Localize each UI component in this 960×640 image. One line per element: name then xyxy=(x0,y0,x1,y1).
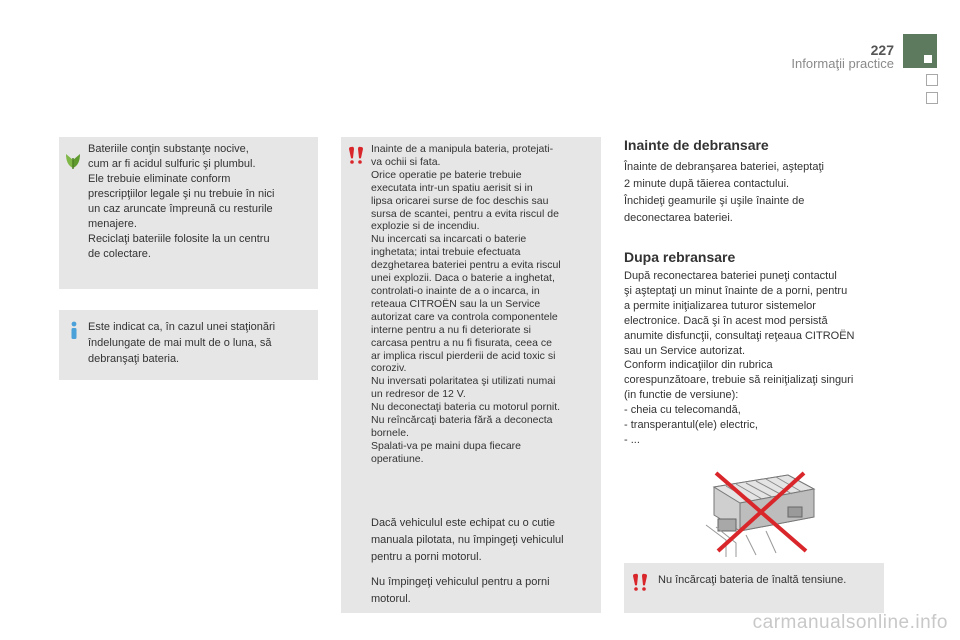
gearbox-text: Dacă vehiculul este echipat cu o cutie manuala pilotata, nu împingeţi vehiculul pentru a porni motorul. xyxy=(371,517,564,563)
info-note-text: Este indicat ca, în cazul unei staţionări îndelungate de mai mult de o luna, să debranşaţi bateria. xyxy=(88,321,276,365)
recycle-note-box xyxy=(59,137,318,289)
info-note-box xyxy=(59,310,318,380)
warning-icon xyxy=(346,145,366,165)
after-reconnect-text: După reconectarea bateriei puneţi contactul şi aşteptaţi un minut înainte de a porni, pentru a permite iniţializarea tuturor sistemelor electronice. Dacă şi în acest mod persistă anumite disfuncţii, consultaţi reţeaua CITROËN sau un Service autorizat. Conform indicaţiilor din rubrica corespunzătoare, trebuie să reiniţializaţi singuri (in functie de versiune): - cheia cu telecomandă, - transperantul(ele) electric, - ... xyxy=(624,270,855,446)
warning-text: Inainte de a manipula bateria, protejati- va ochii si fata. Orice operatie pe baterie trebuie executata intr-un spatiu aerisit si in lipsa oricarei surse de foc deschis sau sursa de scantei, pentru a evita riscul de explozie si de incendiu. Nu incercati sa incarcati o baterie inghetata; intai trebuie efectuata dezghetarea bateriei pentru a evita riscul unei explozii. Daca o baterie a inghetat, controlati-o inainte de a o incarca, in reteaua CITROËN sau la un Service autorizat care va controla componentele interne pentru a nu fi deteriorate si carcasa pentru a nu fi fisurata, ceea ce ar implica riscul pierderii de acid toxic si coroziv. Nu inversati polaritatea şi utilizati numai un redresor de 12 V. Nu deconectaţi bateria cu motorul pornit. Nu reîncărcaţi bateria fără a deconecta bornele. Spalati-va pe maini dupa fiecare operatiune. xyxy=(371,143,561,465)
high-voltage-warning-box xyxy=(624,563,884,613)
chapter-tab[interactable] xyxy=(903,34,937,68)
page-number: 227 xyxy=(870,42,894,58)
leaf-icon xyxy=(63,150,83,170)
recycle-note-text: Bateriile conţin substanţe nocive, cum ar fi acidul sulfuric şi plumbul. Ele trebuie eliminate conform prescripţiilor legale şi nu trebuie în nici un caz aruncate împreună cu resturile menajere. Reciclaţi bateriile folosite la un centru de colectare. xyxy=(88,143,275,260)
high-voltage-battery-illustration xyxy=(696,465,822,560)
section-title: Informaţii practice xyxy=(791,56,894,71)
push-start-text: Nu împingeţi vehiculul pentru a porni motorul. xyxy=(371,576,550,605)
high-voltage-warning-text: Nu încărcaţi bateria de înaltă tensiune. xyxy=(658,574,847,586)
chapter-tab-empty[interactable] xyxy=(926,74,938,86)
before-disconnect-title: Inainte de debransare xyxy=(624,137,769,153)
chapter-tab-marker xyxy=(924,55,932,63)
info-icon xyxy=(64,320,84,340)
before-disconnect-text: Înainte de debranşarea bateriei, aşteptaţi 2 minute după tăierea contactului. Închideţi geamurile şi uşile înainte de deconectarea bateriei. xyxy=(624,161,824,224)
warning-icon xyxy=(630,572,650,592)
chapter-tab-empty[interactable] xyxy=(926,92,938,104)
after-reconnect-title: Dupa rebransare xyxy=(624,249,736,265)
warning-box xyxy=(341,137,601,613)
watermark: carmanualsonline.info xyxy=(752,612,948,633)
